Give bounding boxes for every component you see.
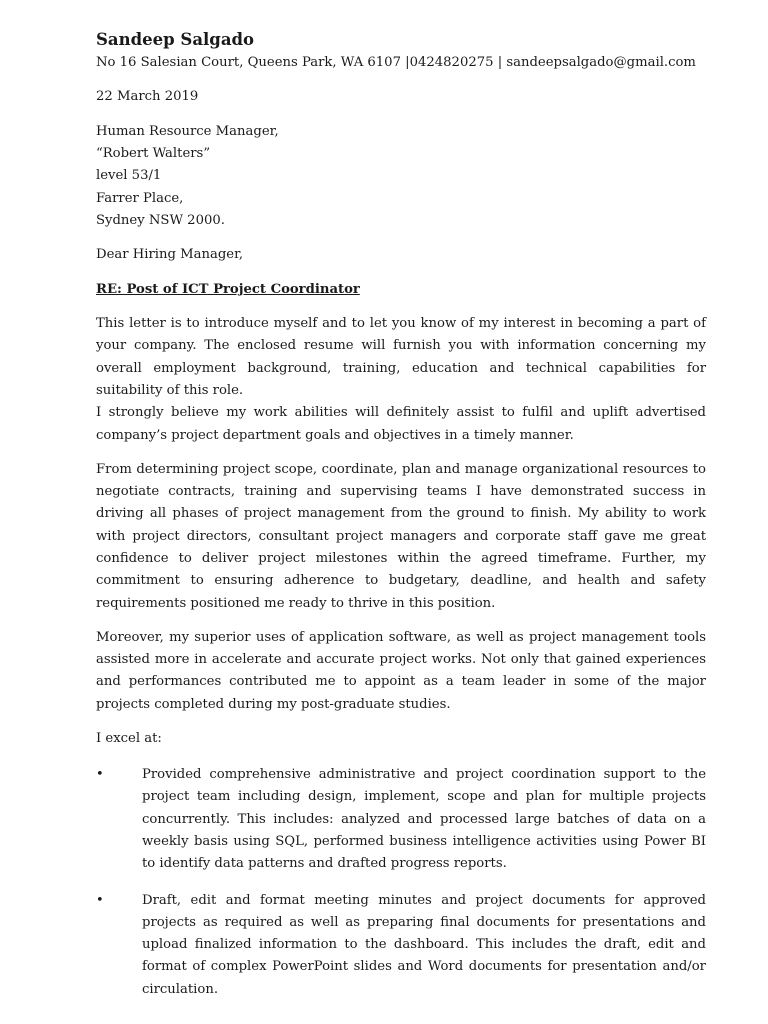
recipient-line: Sydney NSW 2000. [96,212,225,228]
skills-list [96,764,706,1001]
list-item-text: Provided comprehensive administrative and project coordination support to the project team including design, implement, scope and plan for multiple projects concurrently. This includes: analyzed and processed large batches of data on a weekly basis using SQL, performed business intelligence activities using Power BI to identify data patterns and drafted progress reports. [142,767,706,872]
bullet-icon: • [96,767,104,783]
recipient-line: Human Resource Manager, [96,124,279,139]
cover-letter-page [96,28,706,1015]
excel-intro: I excel at: [96,731,162,747]
recipient-address [96,121,706,232]
list-item [96,764,706,875]
body-paragraph-belief: I strongly believe my work abilities will definitely assist to fulfil and uplift advertised company’s project department goals and objectives in a timely manner. [96,405,706,443]
list-item-text: Draft, edit and format meeting minutes and project documents for approved projects as required as well as preparing final documents for presentations and upload finalized information to the dashboard. This includes the draft, edit and format of complex PowerPoint slides and Word documents for presentation and/or circulation. [142,892,706,997]
sender-name: Sandeep Salgado [96,30,255,49]
letter-date: 22 March 2019 [96,89,199,104]
body-paragraph-experience: From determining project scope, coordinate, plan and manage organizational resources to negotiate contracts, training and supervising teams I have demonstrated success in driving all phases of project management from the ground to finish. My ability to work with project directors, consultant project managers and corporate staff gave me great confidence to deliver project milestones within the agreed timeframe. Further, my commitment to ensuring adherence to budgetary, deadline, and health and safety requirements positioned me ready to thrive in this position. [96,461,706,611]
recipient-line: level 53/1 [96,168,162,184]
body-paragraph-intro: This letter is to introduce myself and to let you know of my interest in becoming a part of your company. The enclosed resume will furnish you with information concerning my overall employment background, training, education and technical capabilities for suitability of this role. [96,316,706,398]
subject-line: RE: Post of ICT Project Coordinator [96,282,360,298]
recipient-line: Farrer Place, [96,190,184,206]
list-item [96,890,706,1001]
recipient-line: “Robert Walters” [96,146,211,162]
body-paragraph-software: Moreover, my superior uses of application software, as well as project management tools assisted more in accelerate and accurate project works. Not only that gained experiences and performances contributed me to appoint as a team leader in some of the major projects completed during my post-graduate studies. [96,629,706,712]
sender-contact-line: No 16 Salesian Court, Queens Park, WA 6107 |0424820275 | sandeepsalgado@gmail.com [96,55,696,70]
bullet-icon: • [96,892,104,908]
salutation: Dear Hiring Manager, [96,247,244,263]
